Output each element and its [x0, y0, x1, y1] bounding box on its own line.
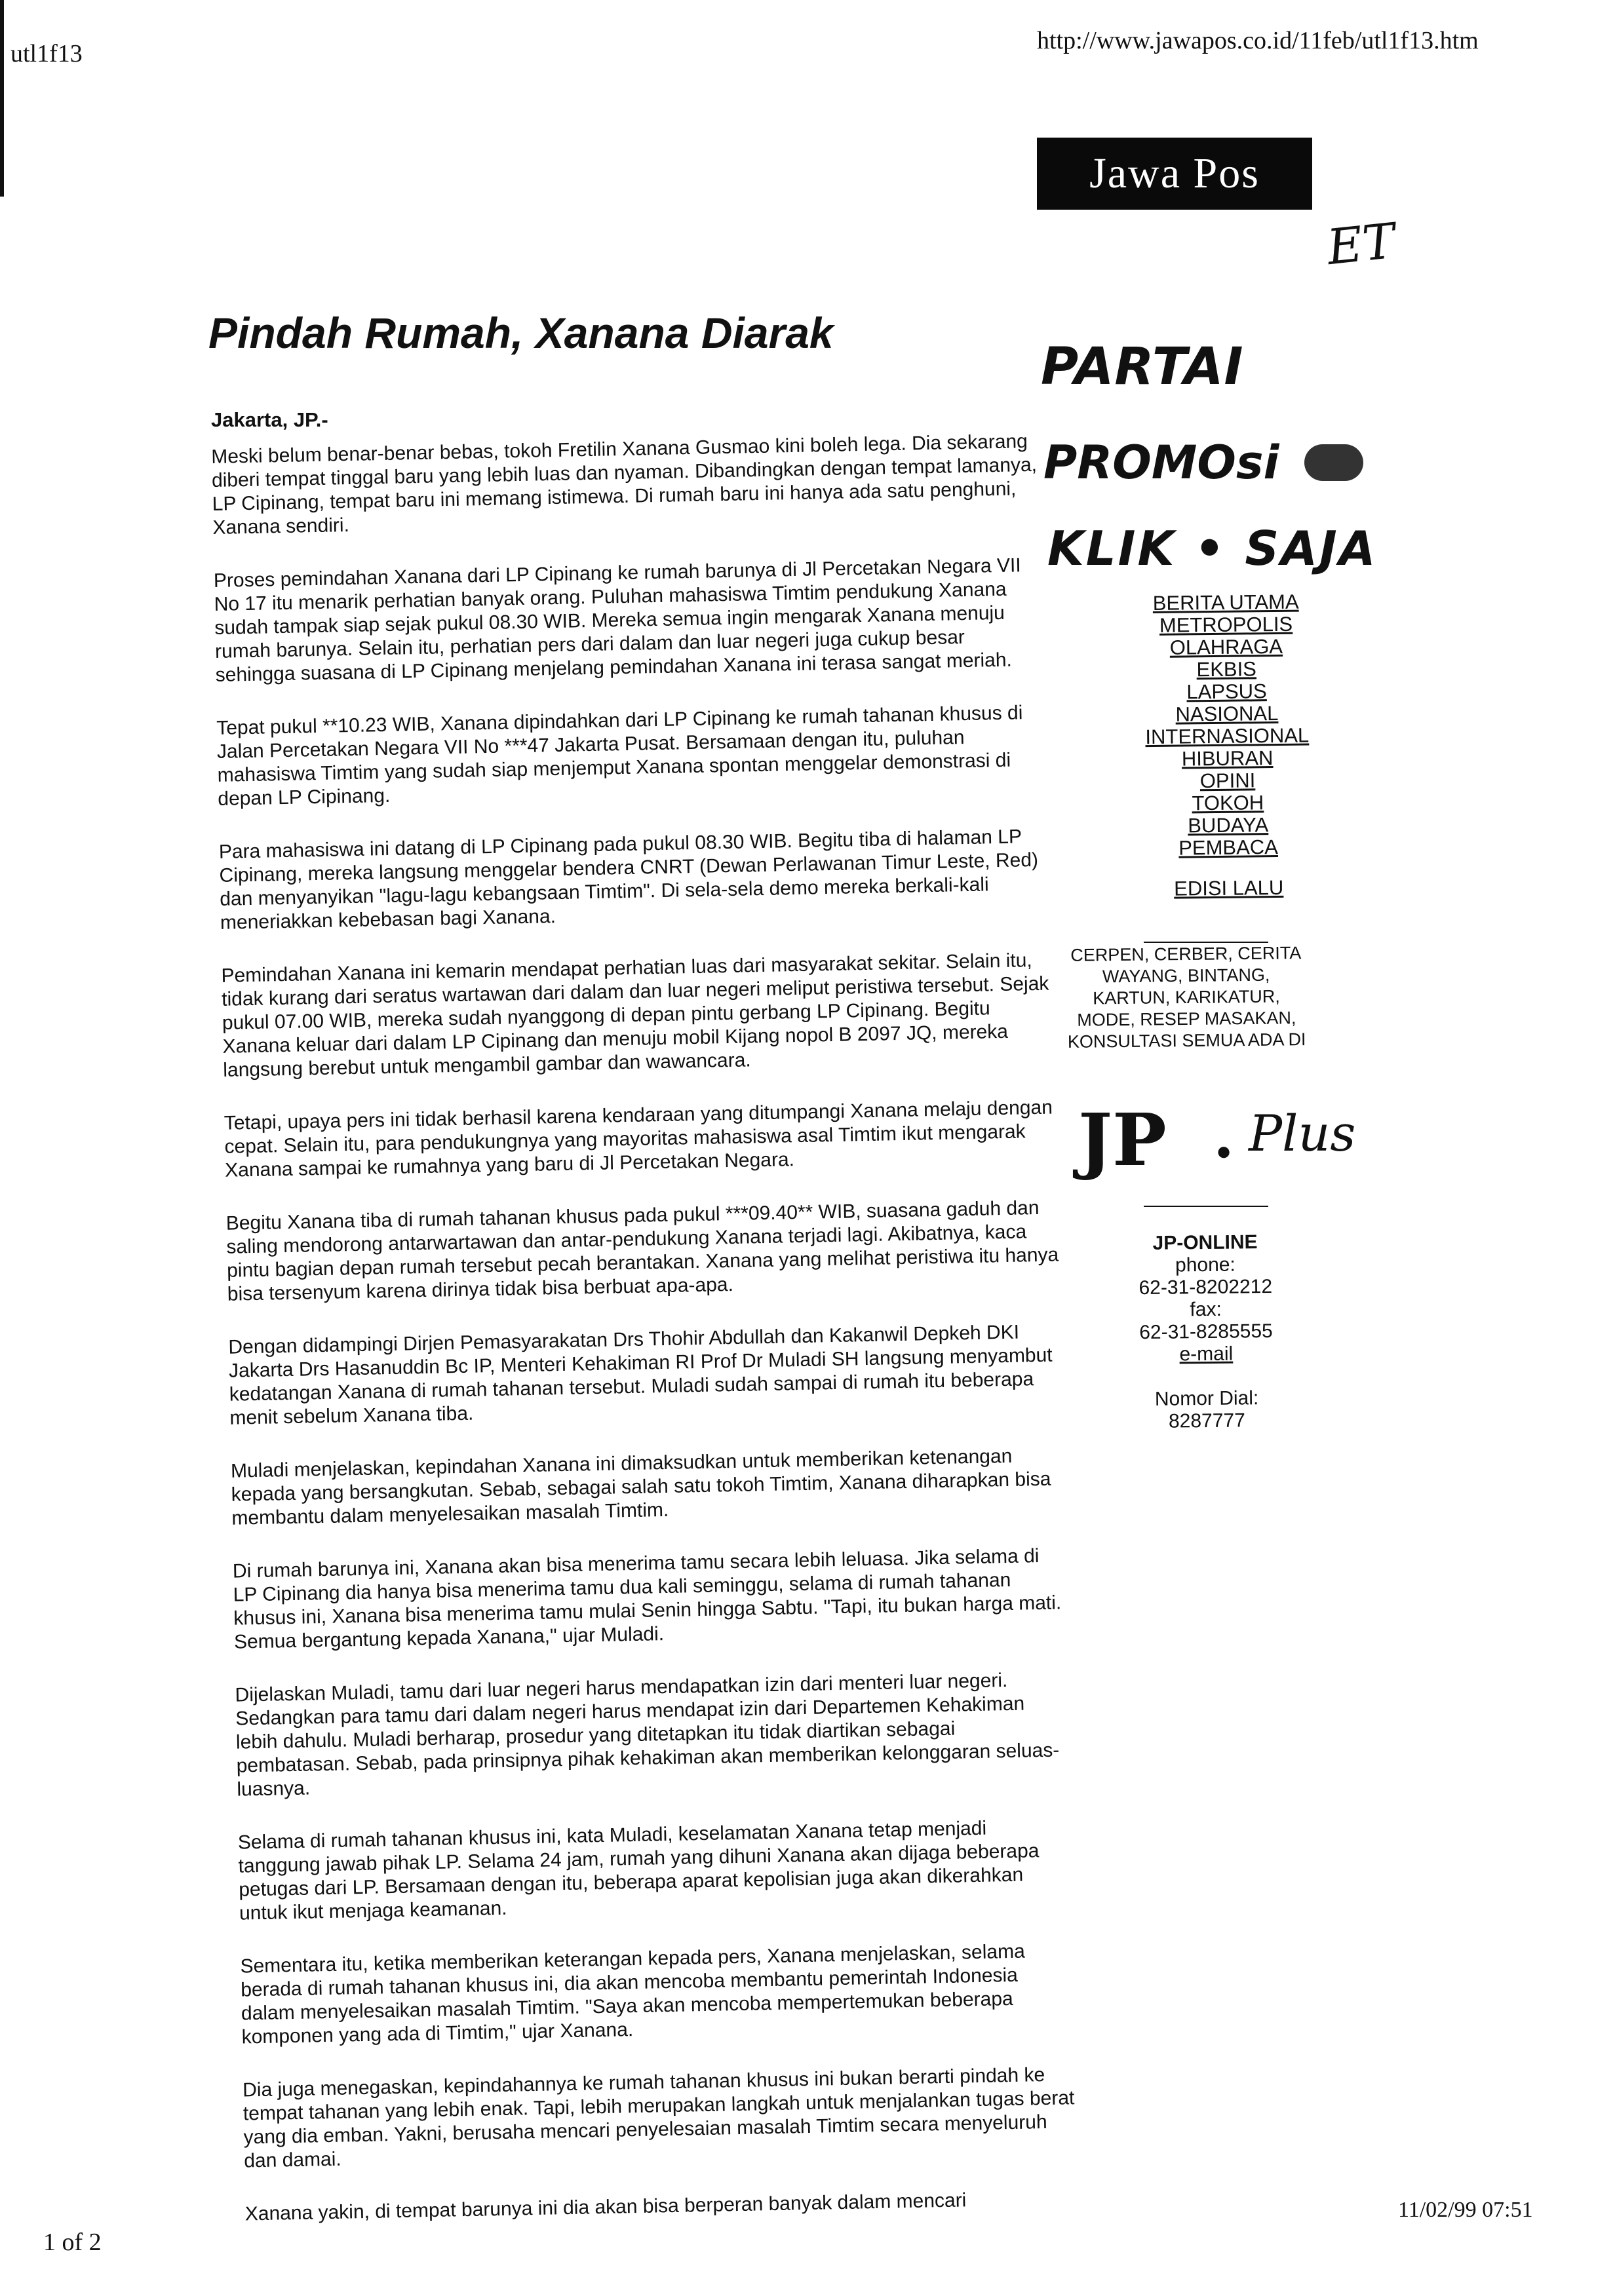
- handwritten-note: ET: [1324, 212, 1398, 277]
- article-paragraph: Pemindahan Xanana ini kemarin mendapat perhatian luas dari masyarakat sekitar. Selain itu, tidak kurang dari seratus wartawan dari dalam dan luar negeri meliput peristiwa tersebut. Sejak pukul 07.00 WIB, mereka sudah nyanggong di depan pintu gerbang LP Cipinang. Begitu Xanana keluar dari dalam LP Cipinang dan menuju mobil Kijang nopol B 2097 JQ, mereka langsung berebut untuk mengambil gambar dan wawancara.: [221, 949, 1049, 1081]
- article-body: [211, 430, 1078, 2256]
- jp-plus-logo[interactable]: JP: [1078, 1098, 1167, 1182]
- article-paragraph: Selama di rumah tahanan khusus ini, kata Muladi, keselamatan Xanana tetap menjadi tanggung jawab pihak LP. Selama 24 jam, rumah yang dihuni Xanana akan dijaga beberapa petugas dari LP. Bersamaan dengan itu, beberapa aparat kepolisian juga akan dikerahkan untuk ikut menjaga keamanan.: [237, 1817, 1040, 1924]
- article-paragraph: Tepat pukul **10.23 WIB, Xanana dipindahkan dari LP Cipinang ke rumah tahanan khusus di Jalan Percetakan Negara VII No ***47 Jakarta Pusat. Bersamaan dengan itu, puluhan mahasiswa Timtim yang sudah siap menjemput Xanana spontan menggelar demonstrasi di depan LP Cipinang.: [216, 702, 1023, 810]
- klik-saja-logo[interactable]: KLIK • SAJA: [1047, 521, 1378, 576]
- print-timestamp: 11/02/99 07:51: [1398, 2198, 1533, 2222]
- article-paragraph: Tetapi, upaya pers ini tidak berhasil karena kendaraan yang ditumpangi Xanana melaju dengan cepat. Selain itu, para pendukungnya yang mayoritas mahasiswa asal Timtim ikut mengarak Xanana sampai ke rumahnya yang baru di Jl Percetakan Negara.: [224, 1096, 1053, 1181]
- promosi-badge-icon: [1304, 444, 1363, 481]
- jp-plus-promo-text: CERPEN, CERBER, CERITA WAYANG, BINTANG, KARTUN, KARIKATUR, MODE, RESEP MASAKAN, KONSULTASI SEMUA ADA DI: [1067, 943, 1306, 1052]
- jawa-pos-logo[interactable]: Jawa Pos: [1037, 138, 1312, 210]
- fax-number: 62-31-8285555: [1139, 1320, 1273, 1344]
- nav-lapsus[interactable]: LAPSUS: [1186, 679, 1267, 704]
- article-paragraph: Muladi menjelaskan, kepindahan Xanana ini dimaksudkan untuk memberikan ketenangan kepada yang bersangkutan. Sebab, sebagai salah satu tokoh Timtim, Xanana diharapkan bisa membantu dalam menyelesaikan masalah Timtim.: [230, 1445, 1051, 1529]
- contact-title: JP-ONLINE: [1152, 1231, 1258, 1254]
- contact-box: [1093, 1231, 1318, 1434]
- article-paragraph: Proses pemindahan Xanana dari LP Cipinang ke rumah barunya di Jl Percetakan Negara VII No 17 itu menarik perhatian banyak orang. Puluhan mahasiswa Timtim pendukung Xanana sudah tampak siap sejak pukul 08.30 WIB. Mereka semua ingin mengarak Xanana menuju rumah barunya. Selain itu, perhatian pers dari dalam dan luar negeri juga cukup besar sehingga suasana di LP Cipinang menjelang pemindahan Xanana ini terasa sangat meriah.: [213, 554, 1021, 686]
- nav-metropolis[interactable]: METROPOLIS: [1159, 612, 1293, 637]
- dial-label: Nomor Dial:: [1154, 1387, 1259, 1410]
- section-nav: [1088, 590, 1367, 901]
- article-paragraph: Meski belum benar-benar bebas, tokoh Fretilin Xanana Gusmao kini boleh lega. Dia sekarang diberi tempat tinggal baru yang lebih luas dan nyaman. Dibandingkan dengan tempat lamanya, LP Cipinang, tempat baru ini memang istimewa. Di rumah baru ini hanya ada satu penghuni, Xanana sendiri.: [211, 430, 1038, 539]
- nav-ekbis[interactable]: EKBIS: [1196, 657, 1257, 681]
- jp-plus-script[interactable]: Plus: [1249, 1104, 1356, 1162]
- page-file-label: utl1f13: [10, 40, 83, 67]
- article-paragraph: Para mahasiswa ini datang di LP Cipinang pada pukul 08.30 WIB. Begitu tiba di halaman LP Cipinang, mereka langsung menggelar bendera CNRT (Dewan Perlawanan Timur Leste, Red) dan menyanyikan "lagu-lagu kebangsaan Timtim". Di sela-sela demo mereka berkali-kali meneriakkan kebebasan bagi Xanana.: [218, 826, 1039, 934]
- nav-nasional[interactable]: NASIONAL: [1175, 701, 1279, 726]
- fax-label: fax:: [1190, 1298, 1222, 1321]
- dial-number: 8287777: [1168, 1409, 1245, 1432]
- email-link[interactable]: e-mail: [1179, 1343, 1234, 1366]
- article-paragraph: Dia juga menegaskan, kepindahannya ke rumah tahanan khusus ini bukan berarti pindah ke tempat tahanan yang lebih enak. Tapi, lebih merupakan langkah untuk menjalankan tugas berat yang dia emban. Yakni, berusaha mencari penyelesaian masalah Timtim secara menyeluruh dan damai.: [242, 2064, 1075, 2172]
- nav-hiburan[interactable]: HIBURAN: [1181, 746, 1274, 771]
- nav-internasional[interactable]: INTERNASIONAL: [1145, 723, 1310, 749]
- article-paragraph: Xanana yakin, di tempat barunya ini dia akan bisa berperan banyak dalam mencari: [244, 2189, 967, 2225]
- nav-tokoh[interactable]: TOKOH: [1192, 791, 1264, 815]
- nav-pembaca[interactable]: PEMBACA: [1178, 835, 1279, 860]
- promosi-logo[interactable]: PROMOsi: [1043, 436, 1279, 489]
- article-dateline: Jakarta, JP.-: [211, 408, 328, 431]
- article-paragraph: Sementara itu, ketika memberikan keterangan kepada pers, Xanana menjelaskan, selama berada di rumah tahanan khusus ini, dia akan mencoba membantu pemerintah Indonesia dalam menyelesaikan masalah Timtim. "Saya akan mencoba mempertemukan beberapa komponen yang ada di Timtim," ujar Xanana.: [240, 1940, 1026, 2048]
- nav-berita-utama[interactable]: BERITA UTAMA: [1152, 590, 1299, 615]
- jp-plus-dot-icon: ●: [1216, 1137, 1232, 1166]
- article-title: Pindah Rumah, Xanana Diarak: [208, 309, 834, 357]
- nav-budaya[interactable]: BUDAYA: [1188, 813, 1269, 837]
- divider: [1144, 1206, 1268, 1207]
- nav-edisi-lalu[interactable]: EDISI LALU: [1173, 875, 1284, 900]
- nav-opini[interactable]: OPINI: [1199, 769, 1256, 793]
- nav-olahraga[interactable]: OLAHRAGA: [1169, 634, 1283, 659]
- page-url: http://www.jawapos.co.id/11feb/utl1f13.htm: [1037, 27, 1479, 54]
- article-paragraph: Dengan didampingi Dirjen Pemasyarakatan Drs Thohir Abdullah dan Kakanwil Depkeh DKI Jakarta Drs Hasanuddin Bc IP, Menteri Kehakiman RI Prof Dr Muladi SH langsung menyambut kedatangan Xanana di rumah tahanan tersebut. Muladi sudah sampai di rumah itu beberapa menit sebelum Xanana tiba.: [228, 1321, 1053, 1429]
- article-paragraph: Begitu Xanana tiba di rumah tahanan khusus pada pukul ***09.40** WIB, suasana gaduh dan saling mendorong antarwartawan dan antar-pendukung Xanana terjadi lagi. Akibatnya, kaca pintu bagian depan rumah tersebut pecah berantakan. Xanana yang melihat peristiwa itu hanya bisa tersenyum karena dirinya tidak bisa berbuat apa-apa.: [225, 1196, 1059, 1305]
- page-number: 1 of 2: [43, 2229, 102, 2256]
- phone-label: phone:: [1175, 1253, 1236, 1276]
- partai-logo[interactable]: PARTAI: [1041, 337, 1244, 396]
- scan-edge-mark: [0, 0, 4, 197]
- phone-number: 62-31-8202212: [1138, 1275, 1273, 1299]
- article-paragraph: Di rumah barunya ini, Xanana akan bisa menerima tamu secara lebih leluasa. Jika selama di LP Cipinang dia hanya bisa menerima tamu dua kali seminggu, selama di rumah tahanan khusus ini, Xanana bisa menerima tamu mulai Senin hingga Sabtu. "Tapi, itu bukan harga mati. Semua bergantung kepada Xanana," ujar Muladi.: [232, 1545, 1062, 1653]
- article-paragraph: Dijelaskan Muladi, tamu dari luar negeri harus mendapatkan izin dari menteri luar negeri. Sedangkan para tamu dari dalam negeri harus mendapat izin dari Departemen Kehakiman lebih dahulu. Muladi berharap, prosedur yang ditetapkan itu tidak diartikan sebagai pembatasan. Sebab, pada prinsipnya pihak kehakiman akan memberikan kelonggaran seluas-luasnya.: [235, 1670, 1060, 1801]
